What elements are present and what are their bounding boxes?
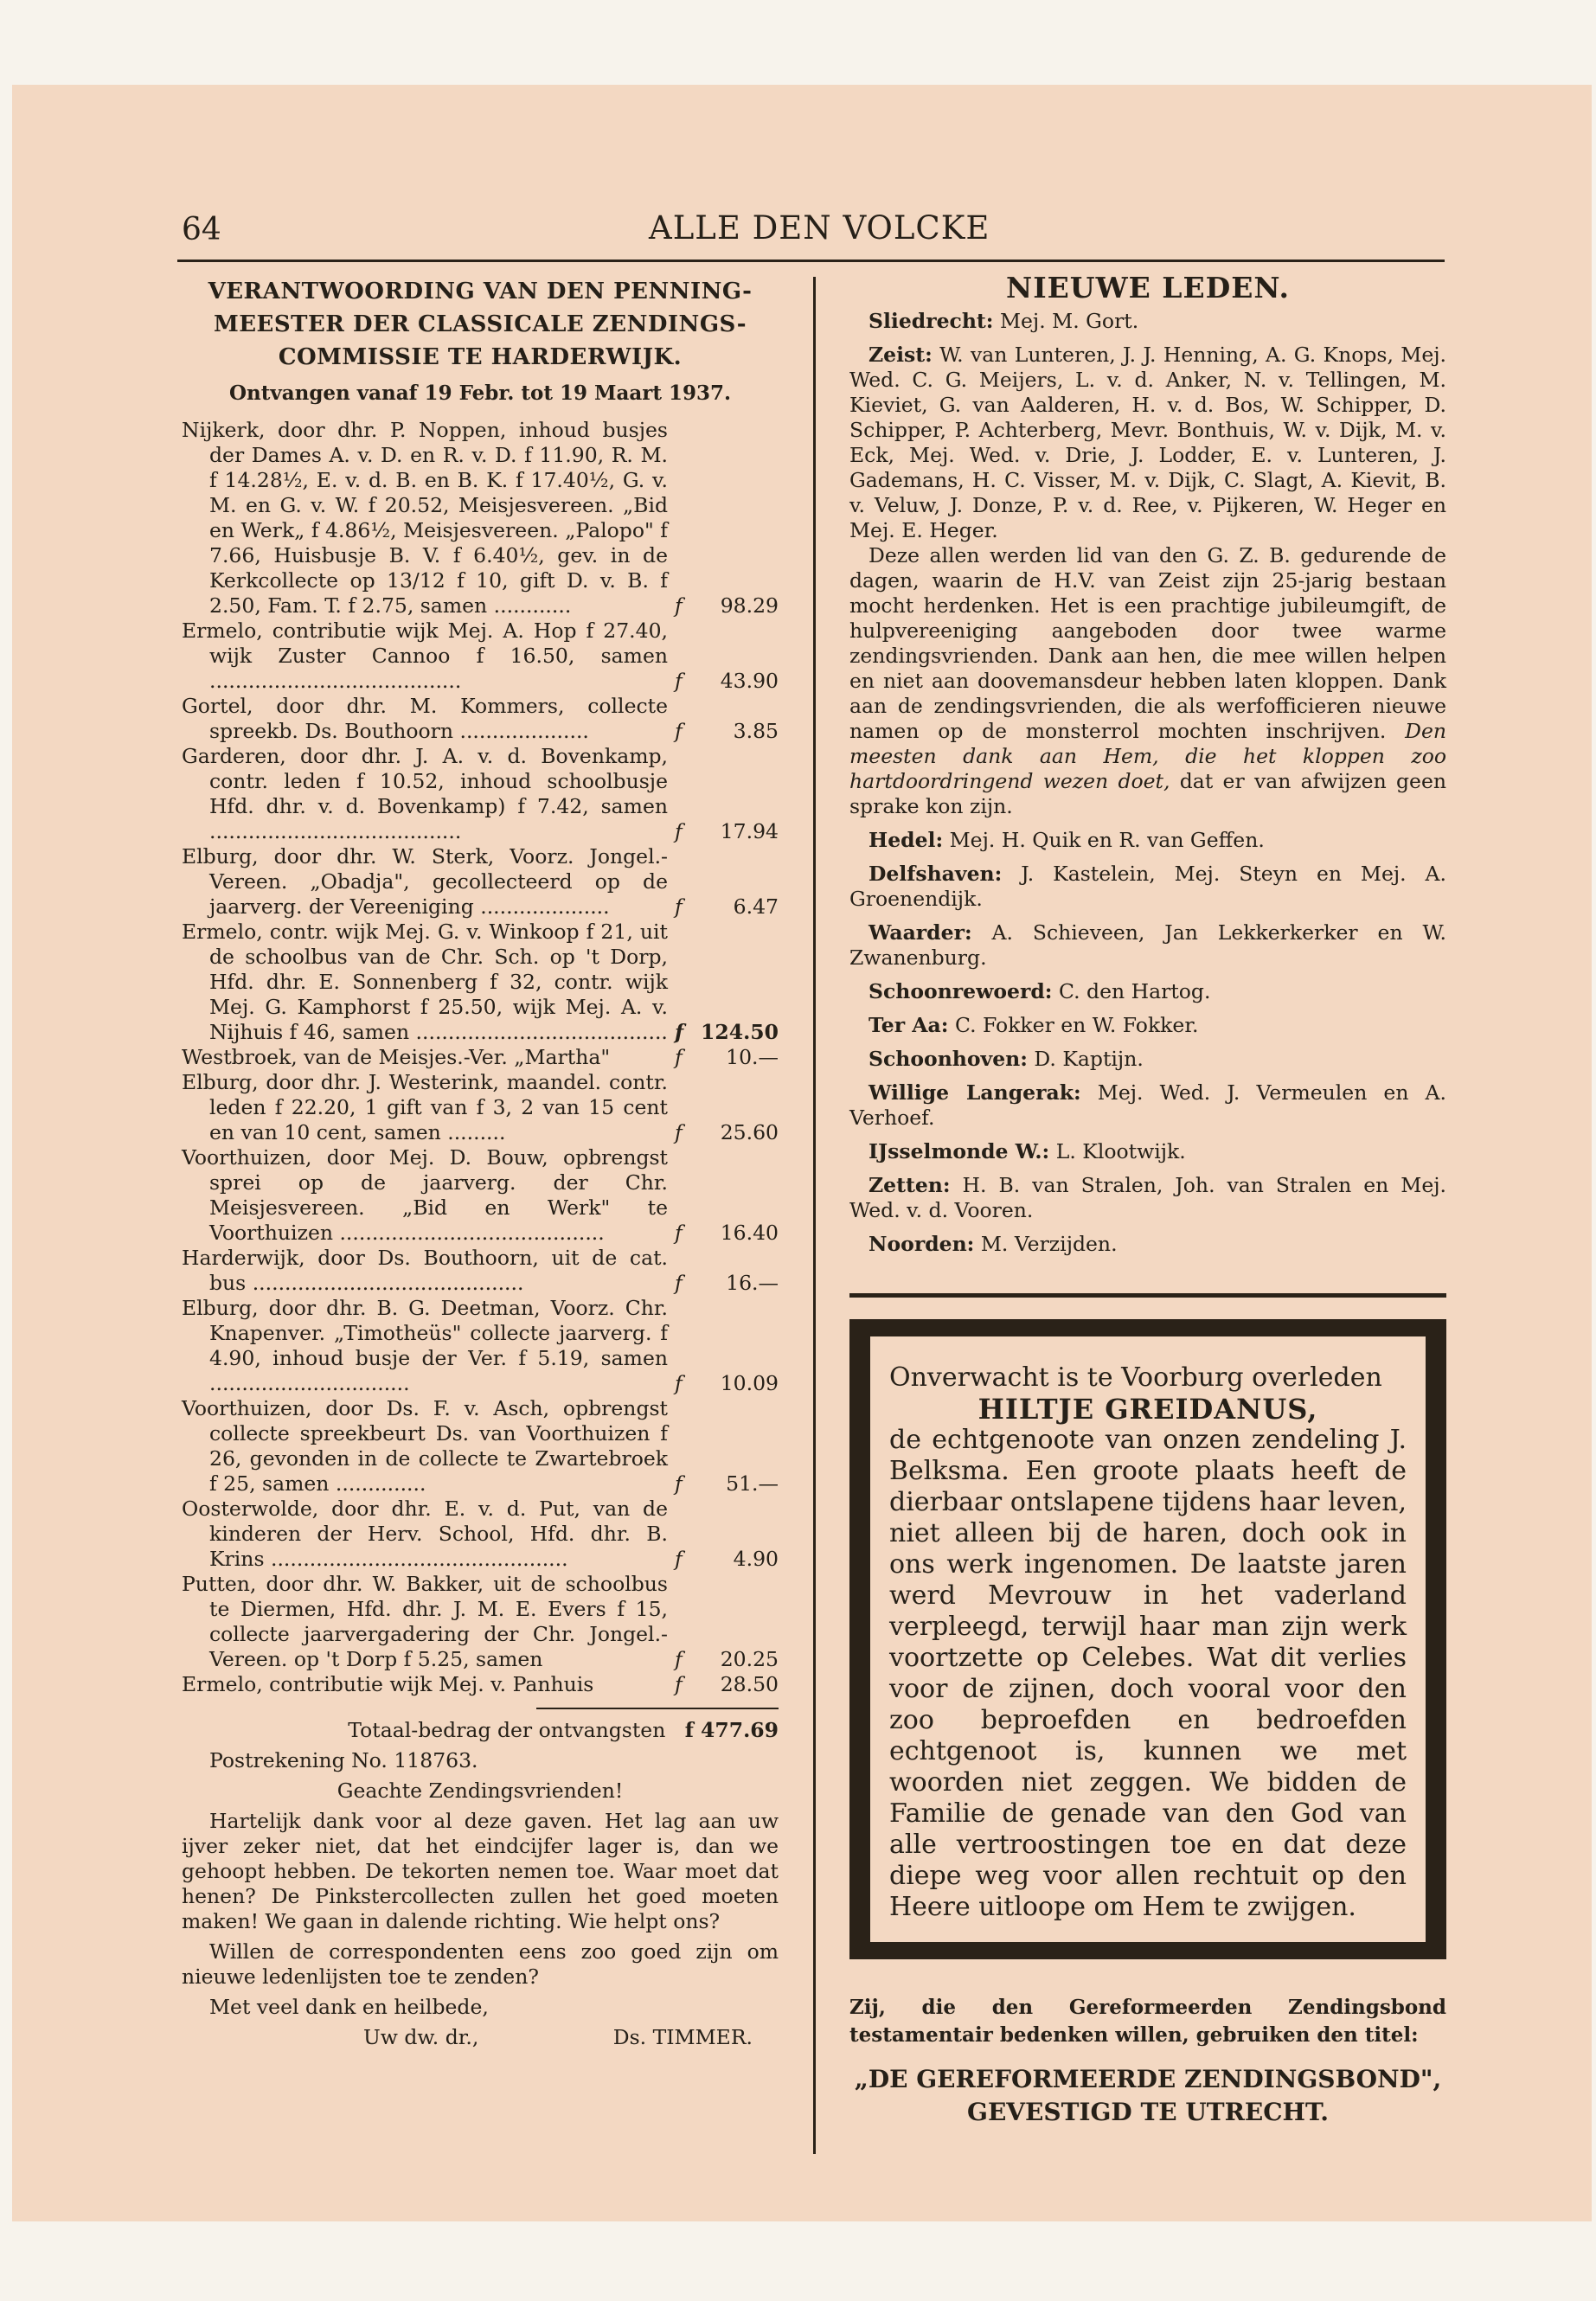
member-place: Waarder: (869, 920, 972, 945)
receipt-text: Oosterwolde, door dhr. E. v. d. Put, van de kinderen der Herv. School, Hfd. dhr. B. Krins .............................................. (182, 1497, 668, 1571)
member-names: J. Kastelein, Mej. Steyn en Mej. A. Groenendijk. (849, 862, 1446, 911)
member-names: A. Schieveen, Jan Lekkerkerker en W. Zwanenburg. (849, 920, 1446, 970)
receipt-entry (182, 1045, 779, 1070)
total-row (182, 1718, 779, 1743)
member-place: Delfshaven: (869, 862, 1003, 886)
currency-symbol: f (675, 719, 683, 743)
amount-value: 10.09 (720, 1371, 779, 1395)
testament-title-1: „DE GEREFORMEERDE ZENDINGSBOND", (854, 2065, 1442, 2093)
account-title-line: MEESTER DER CLASSICALE ZENDINGS- (213, 311, 747, 337)
member-entry (849, 979, 1446, 1004)
member-place: Zetten: (869, 1173, 951, 1197)
amount-value: 6.47 (733, 894, 779, 919)
receipt-entry (182, 920, 779, 1045)
obituary-body: de echtgenoote van onzen zendeling J. Belksma. Een groote plaats heeft de dierbaar ontslapene tijdens haar leven, niet alleen bij de haren, doch ook in ons werk ingenomen. De laatste jaren werd Mevrouw in het vaderland verpleegd, terwijl haar man zijn werk voortzette op Celebes. Wat dit verlies voor de zijnen, doch vooral voor den zoo beproefden en bedroefden echtgenoot is, kunnen we met woorden niet zeggen. We bidden de Familie de genade van den God van alle vertroostingen toe en dat deze diepe weg voor allen rechtuit op den Heere uitloope om Hem te zwijgen. (889, 1425, 1407, 1922)
amount-value: 16.— (726, 1271, 779, 1295)
left-column (182, 275, 779, 2050)
currency-symbol: f (675, 1221, 683, 1245)
account-title (182, 275, 779, 374)
obituary-intro: Onverwacht is te Voorburg overleden (889, 1362, 1382, 1393)
total-amount: f 477.69 (684, 1718, 779, 1742)
receipt-text: Elburg, door dhr. W. Sterk, Voorz. Jongel.-Vereen. „Obadja", gecollecteerd op de jaarverg. der Vereeniging .................... (182, 844, 668, 919)
obituary-content (870, 1336, 1426, 1942)
member-place: Schoonhoven: (869, 1047, 1028, 1071)
member-names: L. Klootwijk. (1055, 1139, 1186, 1163)
member-names: Mej. H. Quik en R. van Geffen. (949, 828, 1265, 852)
member-names: C. den Hartog. (1058, 979, 1211, 1003)
right-column (849, 271, 1446, 1266)
testament-note (849, 1994, 1446, 2129)
testament-text: Zij, die den Gereformeerden Zendingsbond testamentair bedenken willen, gebruiken den titel: (849, 1996, 1446, 2047)
account-title-line: VERANTWOORDING VAN DEN PENNING- (208, 279, 753, 304)
receipt-amount (668, 1647, 779, 1672)
member-place: Noorden: (869, 1232, 975, 1256)
receipt-amount (668, 719, 779, 744)
receipt-amount (668, 1471, 779, 1497)
receipt-amount (668, 1120, 779, 1145)
member-entry (849, 862, 1446, 912)
receipt-entry (182, 744, 779, 844)
signature-salutation: Uw dw. dr., (363, 2025, 479, 2049)
receipt-amount (668, 894, 779, 920)
letter-closing: Met veel dank en heilbede, (209, 1995, 489, 2019)
member-names: Mej. Wed. J. Vermeulen en A. Verhoef. (849, 1080, 1446, 1130)
receipt-text: Harderwijk, door Ds. Bouthoorn, uit de cat. bus .......................................... (182, 1246, 668, 1295)
member-place: Schoonrewoerd: (869, 979, 1053, 1003)
page-number: 64 (182, 212, 221, 247)
member-names: Mej. M. Gort. (999, 309, 1139, 333)
member-names: M. Verzijden. (980, 1232, 1118, 1256)
receipt-amount (668, 669, 779, 694)
signature-name: Ds. TIMMER. (612, 2025, 753, 2049)
column-divider (813, 277, 816, 2154)
member-entry (849, 1173, 1446, 1223)
receipt-entry (182, 1672, 779, 1697)
zeist-tail: dat er van afwijzen geen sprake kon zijn. (849, 769, 1446, 818)
receipt-text: Elburg, door dhr. J. Westerink, maandel. contr. leden f 22.20, 1 gift van f 3, 2 van 15 cent en van 10 cent, samen ......... (182, 1070, 668, 1144)
receipt-text: Garderen, door dhr. J. A. v. d. Bovenkamp, contr. leden f 10.52, inhoud schoolbusje Hfd. dhr. v. d. Bovenkamp) f 7.42, samen ....................................... (182, 744, 668, 843)
amount-value: 10.— (726, 1045, 779, 1069)
members-list (849, 828, 1446, 1257)
member-place: Sliedrecht: (869, 309, 994, 333)
currency-symbol: f (675, 1672, 683, 1696)
amount-value: 4.90 (733, 1547, 779, 1571)
receipt-entry (182, 418, 779, 619)
currency-symbol: f (675, 1120, 683, 1144)
member-entry (849, 920, 1446, 971)
receipts-list (182, 418, 779, 1697)
zeist-italic: Den meesten dank aan Hem, die het kloppen zoo hartdoordringend wezen doet, (849, 719, 1446, 793)
zeist-text: Deze allen werden lid van den G. Z. B. gedurende de dagen, waarin de H.V. van Zeist zijn 25-jarig bestaan mocht herdenken. Het is een prachtige jubileumgift, de hulpvereeniging aangeboden door twee warme zendingsvrienden. Dank aan hen, die mee willen helpen en niet aan doovemansdeur hebben laten kloppen. Dank aan de zendingsvrienden, die als werfofficieren nieuwe namen op de monsterrol mochten inschrijven. (849, 543, 1446, 743)
account-subtitle: Ontvangen vanaf 19 Febr. tot 19 Maart 1937. (228, 381, 732, 405)
receipt-amount (668, 1271, 779, 1296)
receipt-amount (668, 1221, 779, 1246)
member-entry (849, 1232, 1446, 1257)
amount-value: 16.40 (720, 1221, 779, 1245)
currency-symbol: f (675, 1647, 683, 1671)
total-rule (536, 1708, 779, 1709)
obituary-box (849, 1319, 1446, 1959)
receipt-amount (668, 1020, 779, 1045)
obituary-top-rule (849, 1293, 1446, 1298)
greeting: Geachte Zendingsvrienden! (337, 1779, 624, 1803)
receipt-entry (182, 1296, 779, 1396)
postrekening: Postrekening No. 118763. (209, 1748, 478, 1772)
running-header: ALLE DEN VOLCKE (649, 209, 990, 247)
header-rule (177, 260, 1445, 262)
receipt-entry (182, 1246, 779, 1296)
member-place: Ter Aa: (869, 1013, 949, 1037)
currency-symbol: f (675, 1471, 683, 1496)
amount-value: 43.90 (720, 669, 779, 693)
member-entry (849, 1139, 1446, 1164)
total-label: Totaal-bedrag der ontvangsten (348, 1718, 666, 1742)
receipt-text: Ermelo, contributie wijk Mej. v. Panhuis (182, 1672, 594, 1696)
receipt-entry (182, 1396, 779, 1497)
amount-value: 98.29 (720, 593, 779, 618)
receipt-amount (668, 1371, 779, 1396)
currency-symbol: f (675, 1547, 683, 1571)
member-entry (849, 828, 1446, 853)
receipt-text: Voorthuizen, door Ds. F. v. Asch, opbrengst collecte spreekbeurt Ds. van Voorthuizen f 26, gevonden in de collecte te Zwartebroek f 25, samen .............. (182, 1396, 668, 1496)
receipt-entry (182, 1070, 779, 1145)
amount-value: 51.— (726, 1471, 779, 1496)
receipt-entry (182, 1145, 779, 1246)
receipt-amount (668, 1672, 779, 1697)
member-entry (849, 1047, 1446, 1072)
currency-symbol: f (675, 1020, 684, 1044)
receipt-text: Gortel, door dhr. M. Kommers, collecte spreekb. Ds. Bouthoorn .................... (182, 694, 668, 743)
receipt-text: Ermelo, contributie wijk Mej. A. Hop f 27.40, wijk Zuster Cannoo f 16.50, samen ....................................... (182, 619, 668, 693)
receipt-text: Nijkerk, door dhr. P. Noppen, inhoud busjes der Dames A. v. D. en R. v. D. f 11.90, R. M. f 14.28½, E. v. d. B. en B. K. f 17.40½, G. v. M. en G. v. W. f 20.52, Meisjesvereen. „Bid en Werk„ f 4.86½, Meisjesvereen. „Palopo" f 7.66, Huisbusje B. V. f 6.40½, gev. in de Kerkcollecte op 13/12 f 10, gift D. v. B. f 2.50, Fam. T. f 2.75, samen ............ (182, 418, 668, 618)
receipt-entry (182, 1572, 779, 1672)
member-entry (849, 343, 1446, 543)
receipt-amount (668, 1045, 779, 1070)
receipt-entry (182, 694, 779, 744)
testament-title-2: GEVESTIGD TE UTRECHT. (967, 2098, 1329, 2126)
receipt-amount (668, 1547, 779, 1572)
receipt-entry (182, 844, 779, 920)
receipt-entry (182, 619, 779, 694)
member-names: H. B. van Stralen, Joh. van Stralen en Mej. Wed. v. d. Vooren. (849, 1173, 1446, 1222)
currency-symbol: f (675, 894, 683, 919)
member-names: C. Fokker en W. Fokker. (954, 1013, 1199, 1037)
receipt-amount (668, 593, 779, 619)
amount-value: 17.94 (720, 819, 779, 843)
member-entry (849, 309, 1446, 334)
new-members-title: NIEUWE LEDEN. (1006, 271, 1290, 304)
receipt-text: Westbroek, van de Meisjes.-Ver. „Martha" (182, 1045, 611, 1069)
signature-row (182, 2025, 779, 2050)
receipt-amount (668, 819, 779, 844)
letter-paragraph: Hartelijk dank voor al deze gaven. Het lag aan uw ijver zeker niet, dat het eindcijfer lager is, dan we gehoopt hebben. De tekorten nemen toe. Waar moet dat henen? De Pinkstercollecten zullen het goed moeten maken! We gaan in dalende richting. Wie helpt ons? (182, 1809, 779, 1933)
member-place: Willige Langerak: (869, 1080, 1081, 1105)
member-place: IJsselmonde W.: (869, 1139, 1050, 1163)
currency-symbol: f (675, 819, 683, 843)
letter-paragraph: Willen de correspondenten eens zoo goed zijn om nieuwe ledenlijsten toe te zenden? (182, 1939, 779, 1989)
member-place: Zeist: (869, 343, 933, 367)
member-place: Hedel: (869, 828, 944, 852)
zeist-paragraph (849, 543, 1446, 819)
account-title-line: COMMISSIE TE HARDERWIJK. (278, 344, 683, 370)
amount-value: 3.85 (733, 719, 779, 743)
member-entry (849, 1080, 1446, 1131)
member-entry (849, 1013, 1446, 1038)
member-names: W. van Lunteren, J. J. Henning, A. G. Knops, Mej. Wed. C. G. Meijers, L. v. d. Anker, N. v. Tellingen, M. Kieviet, G. van Aalderen, H. v. d. Bos, W. Schipper, D. Schipper, P. Achterberg, Mevr. Bonthuis, W. v. Dijk, M. v. Eck, Mej. Wed. v. Drie, J. Lodder, E. v. Lunteren, J. Gademans, H. C. Visser, M. v. Dijk, C. Slagt, A. Kievit, B. v. Veluw, J. Donze, P. v. d. Ree, v. Pijkeren, W. Heger en Mej. E. Heger. (849, 343, 1446, 542)
member-names: D. Kaptijn. (1034, 1047, 1144, 1071)
currency-symbol: f (675, 1371, 683, 1395)
obituary-name: HILTJE GREIDANUS, (977, 1393, 1318, 1426)
receipt-text: Elburg, door dhr. B. G. Deetman, Voorz. Chr. Knapenver. „Timotheüs" collecte jaarverg. f 4.90, inhoud busje der Ver. f 5.19, samen ............................... (182, 1296, 668, 1395)
receipt-text: Ermelo, contr. wijk Mej. G. v. Winkoop f 21, uit de schoolbus van de Chr. Sch. op 't Dorp, Hfd. dhr. E. Sonnenberg f 32, contr. wijk Mej. G. Kamphorst f 25.50, wijk Mej. A. v. Nijhuis f 46, samen ....................................... (182, 920, 668, 1044)
amount-value: 28.50 (720, 1672, 779, 1696)
amount-value: 124.50 (701, 1020, 779, 1044)
receipt-text: Voorthuizen, door Mej. D. Bouw, opbrengst sprei op de jaarverg. der Chr. Meisjesvereen. „Bid en Werk" te Voorthuizen ......................................... (182, 1145, 668, 1245)
amount-value: 25.60 (720, 1120, 779, 1144)
receipt-entry (182, 1497, 779, 1572)
currency-symbol: f (675, 1045, 683, 1069)
amount-value: 20.25 (720, 1647, 779, 1671)
currency-symbol: f (675, 593, 683, 618)
receipt-text: Putten, door dhr. W. Bakker, uit de schoolbus te Diermen, Hfd. dhr. J. M. E. Evers f 15, collecte jaarvergadering der Chr. Jongel.-Vereen. op 't Dorp f 5.25, samen (182, 1572, 668, 1671)
currency-symbol: f (675, 669, 683, 693)
currency-symbol: f (675, 1271, 683, 1295)
